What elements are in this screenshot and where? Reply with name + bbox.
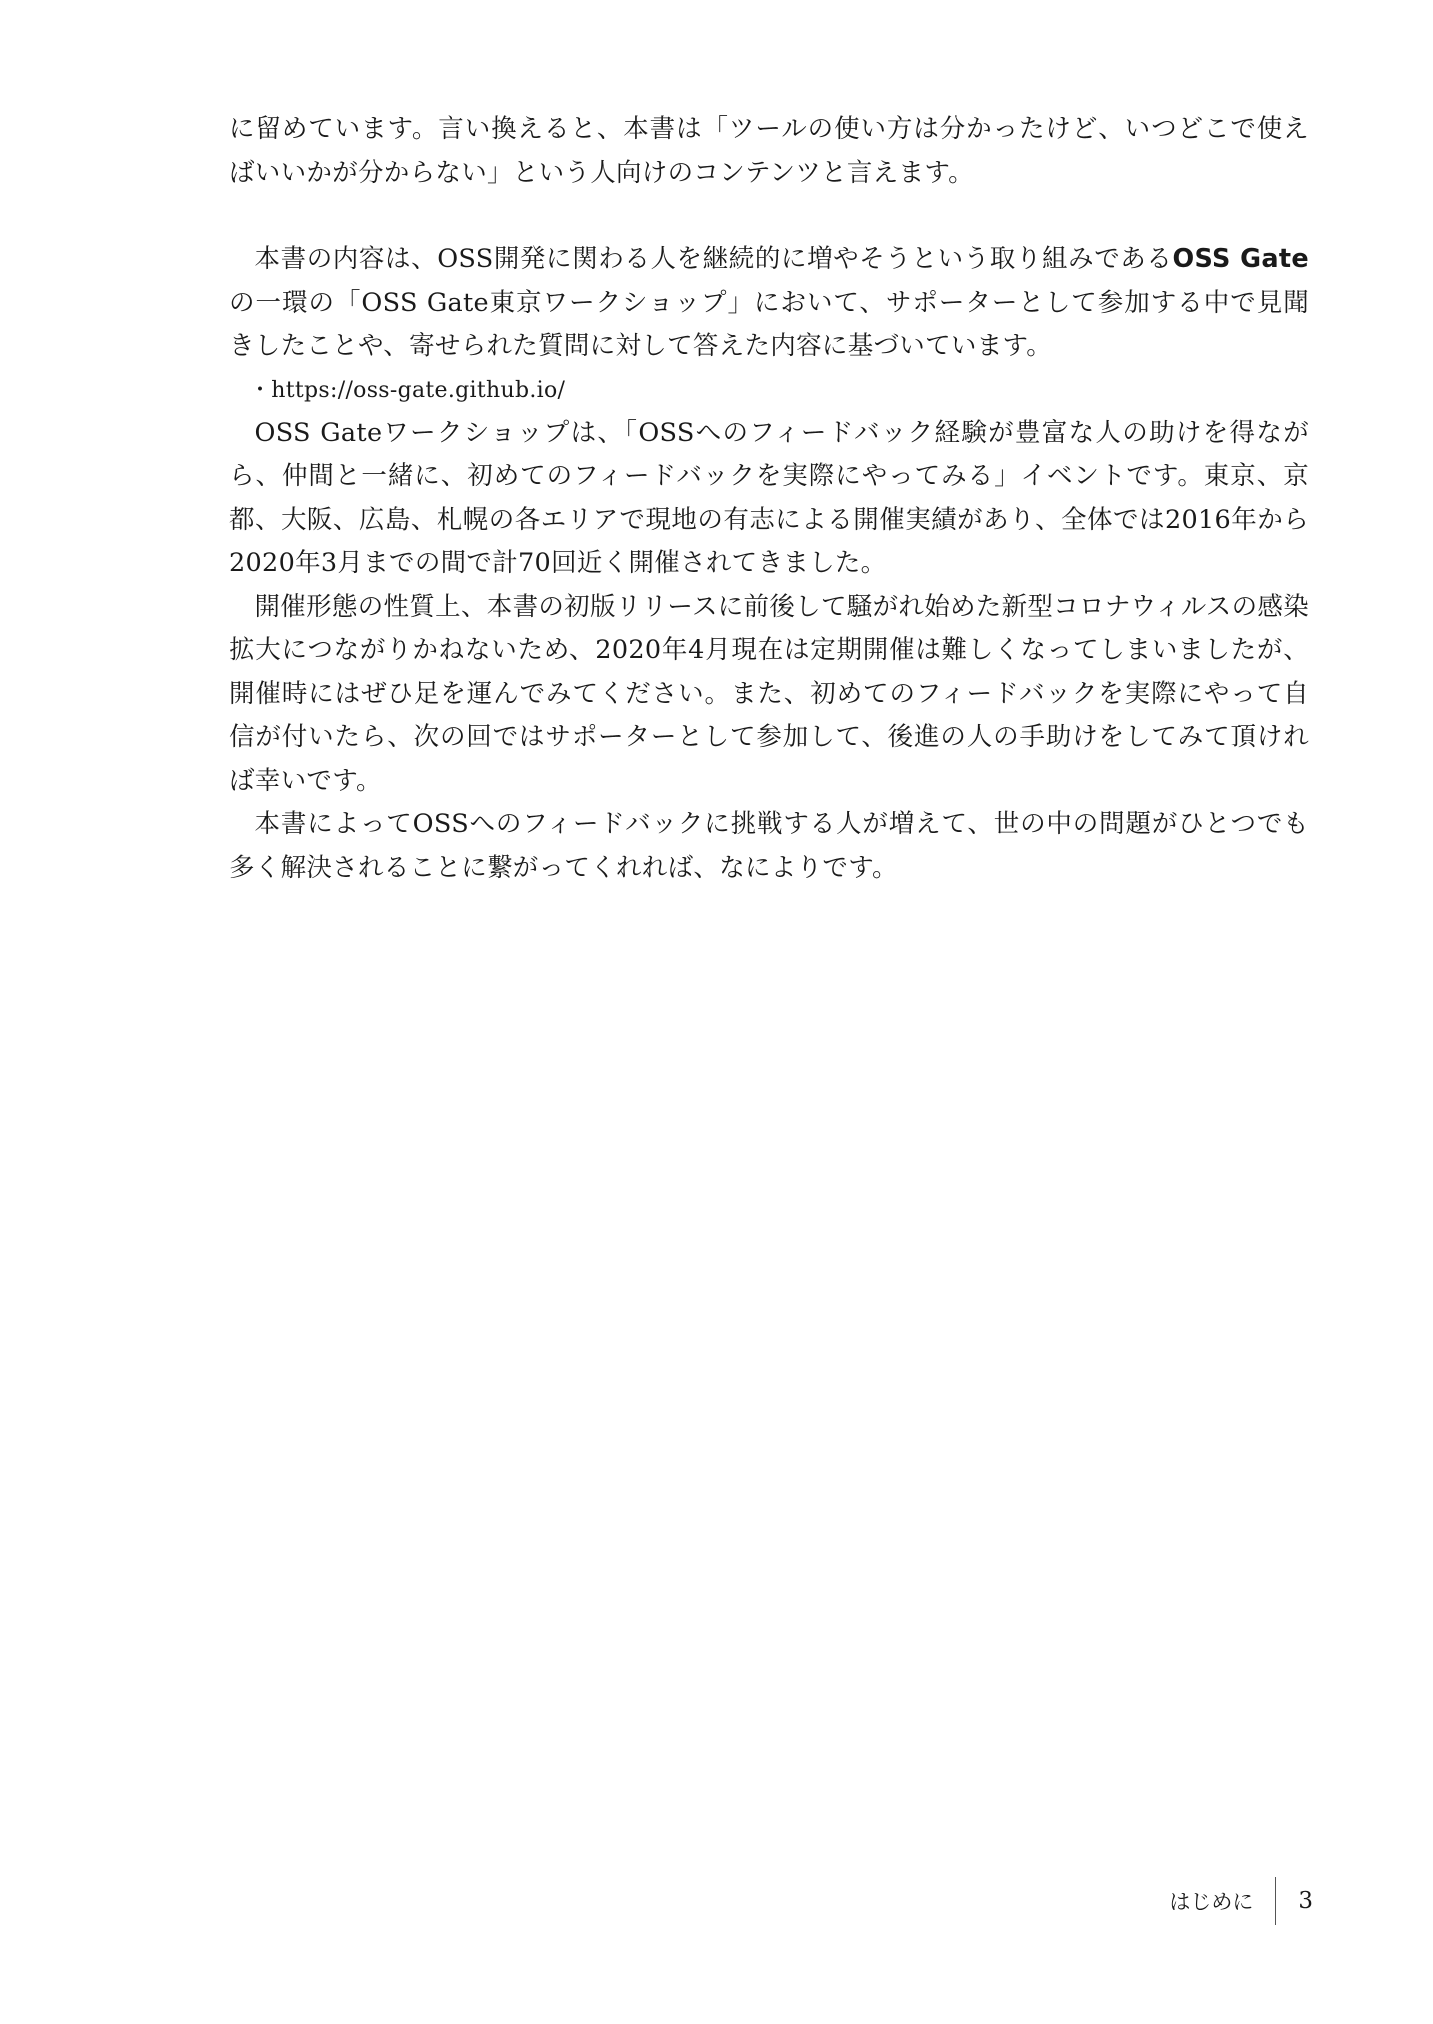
paragraph-5: 本書によってOSSへのフィードバックに挑戦する人が増えて、世の中の問題がひとつでも多く解決されることに繋がってくれれば、なによりです。 (229, 809, 1309, 883)
paragraph-2-text-after: の一環の「OSS Gate東京ワークショップ」において、サポーターとして参加する中で見聞きしたことや、寄せられた質問に対して答えた内容に基づいています。 (229, 287, 1309, 361)
paragraph-4: 開催形態の性質上、本書の初版リリースに前後して騒がれ始めた新型コロナウィルスの感染拡大につながりかねないため、2020年4月現在は定期開催は難しくなってしまいましたが、開催時にはぜひ足を運んでみてください。また、初めてのフィードバックを実際にやって自信が付いたら、次の回ではサポーターとして参加して、後進の人の手助けをしてみて頂ければ幸いです。 (229, 591, 1309, 796)
paragraph-2-text-before: 本書の内容は、OSS開発に関わる人を継続的に増やそうという取り組みである (254, 244, 1173, 274)
footer-section-title: はじめに (1169, 1890, 1254, 1914)
page-footer (1169, 1876, 1313, 1926)
paragraph-3: OSS Gateワークショップは、「OSSへのフィードバック経験が豊富な人の助けを得ながら、仲間と一緒に、初めてのフィードバックを実際にやってみる」イベントです。東京、京都、大阪、広島、札幌の各エリアで現地の有志による開催実績があり、全体では2016年から2020年3月までの間で計70回近く開催されてきました。 (229, 417, 1309, 578)
paragraph-2 (229, 238, 1309, 369)
oss-gate-emphasis: OSS Gate (1172, 244, 1309, 274)
page-number: 3 (1298, 1888, 1313, 1914)
page-body (229, 108, 1309, 890)
paragraph-1: に留めています。言い換えると、本書は「ツールの使い方は分かったけど、いつどこで使えばいいかが分からない」という人向けのコンテンツと言えます。 (229, 114, 1309, 188)
oss-gate-link[interactable]: ・https://oss-gate.github.io/ (249, 377, 566, 403)
